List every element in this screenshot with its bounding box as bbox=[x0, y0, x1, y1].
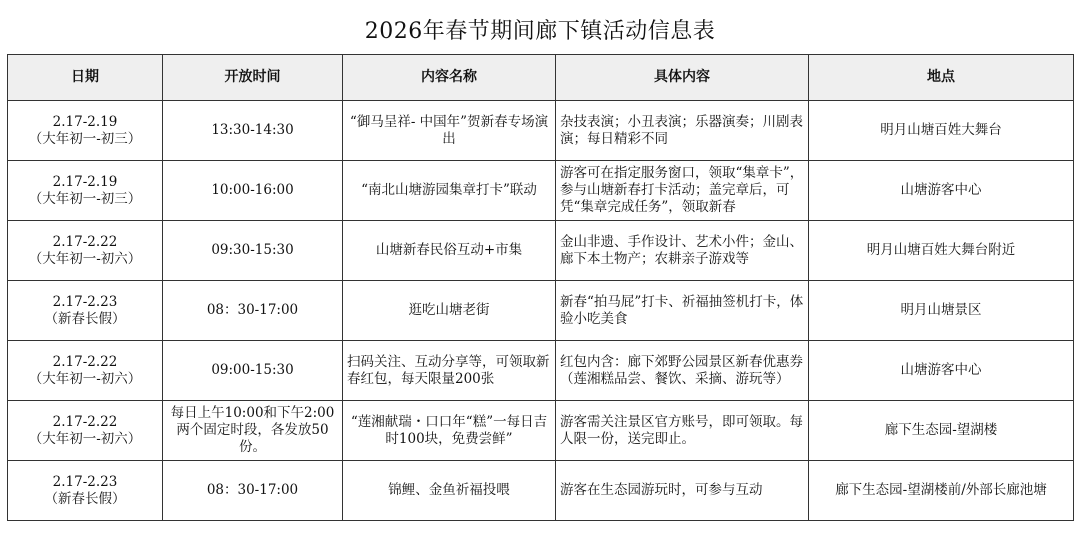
name-cell: 扫码关注、互动分享等，可领取新春红包，每天限量200张 bbox=[343, 341, 556, 401]
time-cell: 08：30-17:00 bbox=[163, 281, 343, 341]
table-row bbox=[8, 281, 1074, 341]
date-cell bbox=[8, 281, 163, 341]
detail-cell bbox=[556, 281, 809, 341]
page-title: 2026年春节期间廊下镇活动信息表 bbox=[364, 19, 716, 44]
table-row bbox=[8, 221, 1074, 281]
name-cell: 逛吃山塘老街 bbox=[343, 281, 556, 341]
date-note: （大年初一-初六） bbox=[28, 370, 142, 387]
detail-cell bbox=[556, 341, 809, 401]
place-cell: 明月山塘百姓大舞台附近 bbox=[809, 221, 1074, 281]
detail-text: 杂技表演；小丑表演；乐器演奏；川剧表演；每日精彩不同 bbox=[560, 113, 803, 147]
time-cell: 09:00-15:30 bbox=[163, 341, 343, 401]
time-cell: 13:30-14:30 bbox=[163, 101, 343, 161]
header-open-time: 开放时间 bbox=[163, 55, 343, 101]
table-row bbox=[8, 341, 1074, 401]
detail-cell bbox=[556, 461, 809, 521]
time-cell: 每日上午10:00和下午2:00两个固定时段，各发放50份。 bbox=[163, 401, 343, 461]
place-cell: 廊下生态园-望湖楼 bbox=[809, 401, 1074, 461]
date-range: 2.17-2.19 bbox=[52, 113, 118, 130]
place-cell: 山塘游客中心 bbox=[809, 161, 1074, 221]
table-row bbox=[8, 401, 1074, 461]
date-note: （新春长假） bbox=[44, 490, 126, 507]
detail-cell bbox=[556, 221, 809, 281]
date-cell bbox=[8, 341, 163, 401]
header-place: 地点 bbox=[809, 55, 1074, 101]
date-note: （大年初一-初六） bbox=[28, 250, 142, 267]
header-date: 日期 bbox=[8, 55, 163, 101]
date-cell bbox=[8, 401, 163, 461]
table-row bbox=[8, 161, 1074, 221]
date-range: 2.17-2.22 bbox=[52, 353, 118, 370]
detail-text: 游客在生态园游玩时，可参与互动 bbox=[560, 482, 763, 498]
date-note: （新春长假） bbox=[44, 310, 126, 327]
date-cell bbox=[8, 221, 163, 281]
name-cell: 山塘新春民俗互动+市集 bbox=[343, 221, 556, 281]
place-cell: 明月山塘景区 bbox=[809, 281, 1074, 341]
name-cell: 锦鲤、金鱼祈福投喂 bbox=[343, 461, 556, 521]
header-row bbox=[8, 55, 1074, 101]
place-cell: 明月山塘百姓大舞台 bbox=[809, 101, 1074, 161]
detail-text: 新春“拍马屁”打卡、祈福抽签机打卡，体验小吃美食 bbox=[560, 293, 804, 327]
time-cell: 09:30-15:30 bbox=[163, 221, 343, 281]
name-cell: “御马呈祥- 中国年”贺新春专场演出 bbox=[343, 101, 556, 161]
detail-text: 金山非遗、手作设计、艺术小件；金山、廊下本土物产；农耕亲子游戏等 bbox=[560, 233, 803, 267]
date-cell bbox=[8, 161, 163, 221]
table-row bbox=[8, 461, 1074, 521]
date-range: 2.17-2.19 bbox=[52, 173, 118, 190]
date-cell bbox=[8, 461, 163, 521]
time-cell: 08：30-17:00 bbox=[163, 461, 343, 521]
date-range: 2.17-2.23 bbox=[52, 473, 118, 490]
date-range: 2.17-2.22 bbox=[52, 413, 118, 430]
activity-table bbox=[7, 54, 1074, 521]
detail-cell bbox=[556, 401, 809, 461]
place-cell: 山塘游客中心 bbox=[809, 341, 1074, 401]
date-range: 2.17-2.22 bbox=[52, 233, 118, 250]
detail-cell bbox=[556, 161, 809, 221]
date-cell bbox=[8, 101, 163, 161]
date-note: （大年初一-初六） bbox=[28, 430, 142, 447]
place-cell: 廊下生态园-望湖楼前/外部长廊池塘 bbox=[809, 461, 1074, 521]
table-row bbox=[8, 101, 1074, 161]
header-content-name: 内容名称 bbox=[343, 55, 556, 101]
date-note: （大年初一-初三） bbox=[28, 190, 142, 207]
date-range: 2.17-2.23 bbox=[52, 293, 118, 310]
date-note: （大年初一-初三） bbox=[28, 130, 142, 147]
detail-text: 游客需关注景区官方账号，即可领取。每人限一份，送完即止。 bbox=[560, 413, 803, 447]
time-cell: 10:00-16:00 bbox=[163, 161, 343, 221]
detail-text: 游客可在指定服务窗口，领取“集章卡”，参与山塘新春打卡活动；盖完章后，可凭“集章完成任务”，领取新春 bbox=[560, 165, 804, 215]
detail-text: 红包内含：廊下郊野公园景区新春优惠券（莲湘糕品尝、餐饮、采摘、游玩等） bbox=[560, 353, 803, 387]
header-detail: 具体内容 bbox=[556, 55, 809, 101]
name-cell: “南北山塘游园集章打卡”联动 bbox=[343, 161, 556, 221]
detail-cell bbox=[556, 101, 809, 161]
name-cell: “莲湘献瑞・口口年“糕”一每日吉时100块，免费尝鲜” bbox=[343, 401, 556, 461]
